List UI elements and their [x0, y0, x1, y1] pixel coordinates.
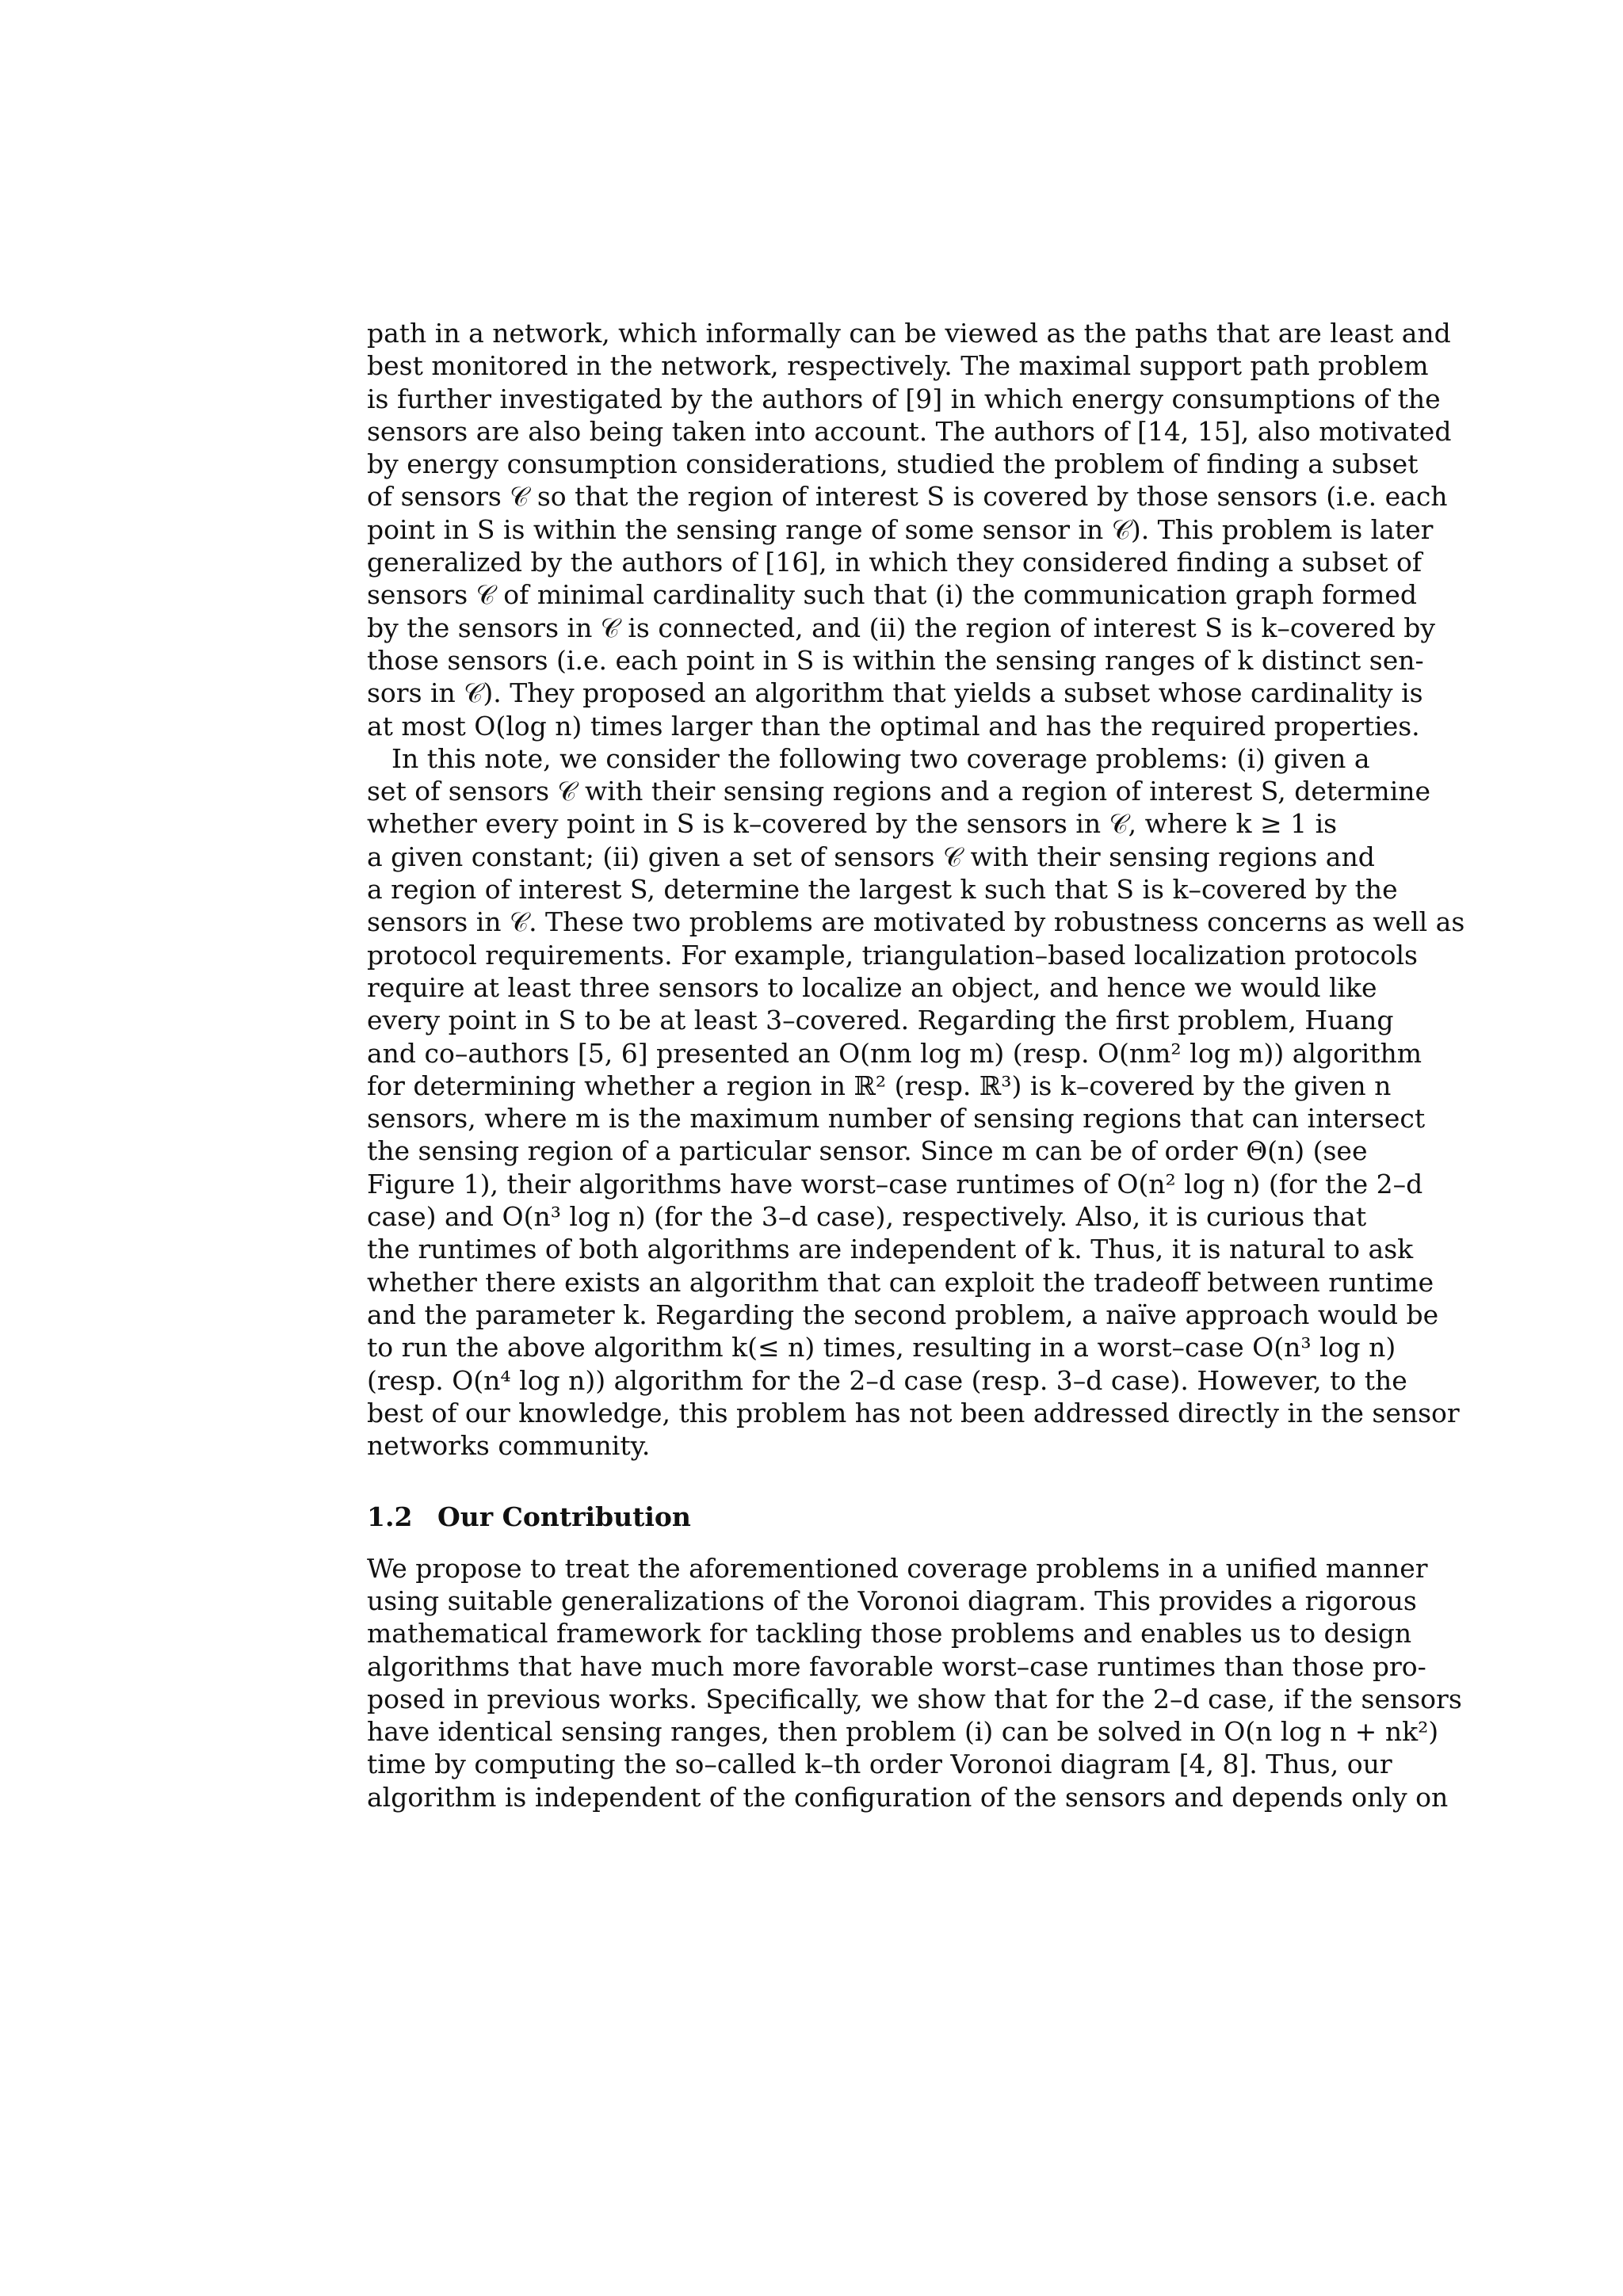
text-line: by energy consumption considerations, studied the problem of finding a subset [367, 448, 1419, 480]
text-line: In this note, we consider the following two coverage problems: (i) given a [391, 742, 1370, 774]
text-line: set of sensors 𝒞 with their sensing regions and a region of interest S, determine [367, 776, 1431, 807]
text-line: posed in previous works. Specifically, we show that for the 2–d case, if the sensors [367, 1683, 1462, 1714]
text-line: algorithm is independent of the configuration of the sensors and depends only on [367, 1781, 1449, 1813]
text-line: case) and O(n³ log n) (for the 3–d case), respectively. Also, it is curious that [367, 1201, 1367, 1233]
text-line: time by computing the so–called k–th order Voronoi diagram [4, 8]. Thus, our [367, 1749, 1392, 1780]
text-line: those sensors (i.e. each point in S is within the sensing ranges of k distinct sen- [367, 644, 1424, 676]
text-line: by the sensors in 𝒞 is connected, and (ii) the region of interest S is k–covered by [367, 612, 1436, 643]
text-line: a given constant; (ii) given a set of sensors 𝒞 with their sensing regions and [367, 841, 1375, 872]
text-line: sensors, where m is the maximum number of sensing regions that can intersect [367, 1103, 1426, 1135]
section-heading [367, 1501, 1318, 1533]
text-line: for determining whether a region in ℝ² (resp. ℝ³) is k–covered by the given n [367, 1070, 1392, 1101]
text-line: every point in S to be at least 3–covered. Regarding the first problem, Huang [367, 1005, 1394, 1036]
section-title: Our Contribution [437, 1501, 691, 1533]
paragraph-contribution [367, 1552, 1462, 1814]
text-line: is further investigated by the authors of [9] in which energy consumptions of the [367, 383, 1441, 414]
text-line: Figure 1), their algorithms have worst–case runtimes of O(n² log n) (for the 2–d [367, 1168, 1423, 1199]
text-line: a region of interest S, determine the largest k such that S is k–covered by the [367, 874, 1398, 906]
text-line: point in S is within the sensing range of some sensor in 𝒞). This problem is later [367, 513, 1434, 545]
text-line: sensors are also being taken into account. The authors of [14, 15], also motivated [367, 415, 1452, 447]
text-line: sensors in 𝒞. These two problems are motivated by robustness concerns as well as [367, 906, 1465, 938]
text-line: generalized by the authors of [16], in which they considered finding a subset of [367, 547, 1423, 578]
text-line: whether every point in S is k–covered by the sensors in 𝒞, where k ≥ 1 is [367, 808, 1338, 840]
text-line: best of our knowledge, this problem has not been addressed directly in the sensor [367, 1397, 1460, 1428]
text-line: have identical sensing ranges, then problem (i) can be solved in O(n log n + nk²) [367, 1716, 1439, 1748]
text-line: sors in 𝒞). They proposed an algorithm that yields a subset whose cardinality is [367, 677, 1423, 709]
text-line: networks community. [367, 1430, 651, 1462]
text-line: whether there exists an algorithm that can exploit the tradeoff between runtime [367, 1266, 1434, 1298]
text-line: to run the above algorithm k(≤ n) times, resulting in a worst–case O(n³ log n) [367, 1332, 1396, 1363]
paragraph-problems [367, 742, 1465, 1463]
text-line: best monitored in the network, respectively. The maximal support path problem [367, 350, 1429, 382]
text-line: at most O(log n) times larger than the optimal and has the required properties. [367, 710, 1420, 742]
paper-page [367, 317, 1465, 1814]
text-line: using suitable generalizations of the Voronoi diagram. This provides a rigorous [367, 1585, 1417, 1616]
text-line: path in a network, which informally can be viewed as the paths that are least and [367, 318, 1451, 349]
text-line: (resp. O(n⁴ log n)) algorithm for the 2–d case (resp. 3–d case). However, to the [367, 1364, 1407, 1396]
text-line: the runtimes of both algorithms are independent of k. Thus, it is natural to ask [367, 1234, 1414, 1265]
paragraph-related-work [367, 317, 1452, 742]
text-line: algorithms that have much more favorable worst–case runtimes than those pro- [367, 1650, 1426, 1682]
text-line: require at least three sensors to localize an object, and hence we would like [367, 971, 1377, 1003]
text-line: the sensing region of a particular sensor. Since m can be of order Θ(n) (see [367, 1135, 1368, 1167]
text-line: sensors 𝒞 of minimal cardinality such that (i) the communication graph formed [367, 579, 1418, 611]
text-line: of sensors 𝒞 so that the region of interest S is covered by those sensors (i.e. each [367, 481, 1448, 513]
text-line: protocol requirements. For example, triangulation–based localization protocols [367, 939, 1418, 971]
section-number: 1.2 [367, 1501, 413, 1533]
text-line: and the parameter k. Regarding the second problem, a naïve approach would be [367, 1299, 1439, 1330]
text-line: We propose to treat the aforementioned coverage problems in a unified manner [367, 1552, 1428, 1584]
text-line: mathematical framework for tackling those problems and enables us to design [367, 1618, 1412, 1650]
text-line: and co–authors [5, 6] presented an O(nm log m) (resp. O(nm² log m)) algorithm [367, 1037, 1423, 1069]
